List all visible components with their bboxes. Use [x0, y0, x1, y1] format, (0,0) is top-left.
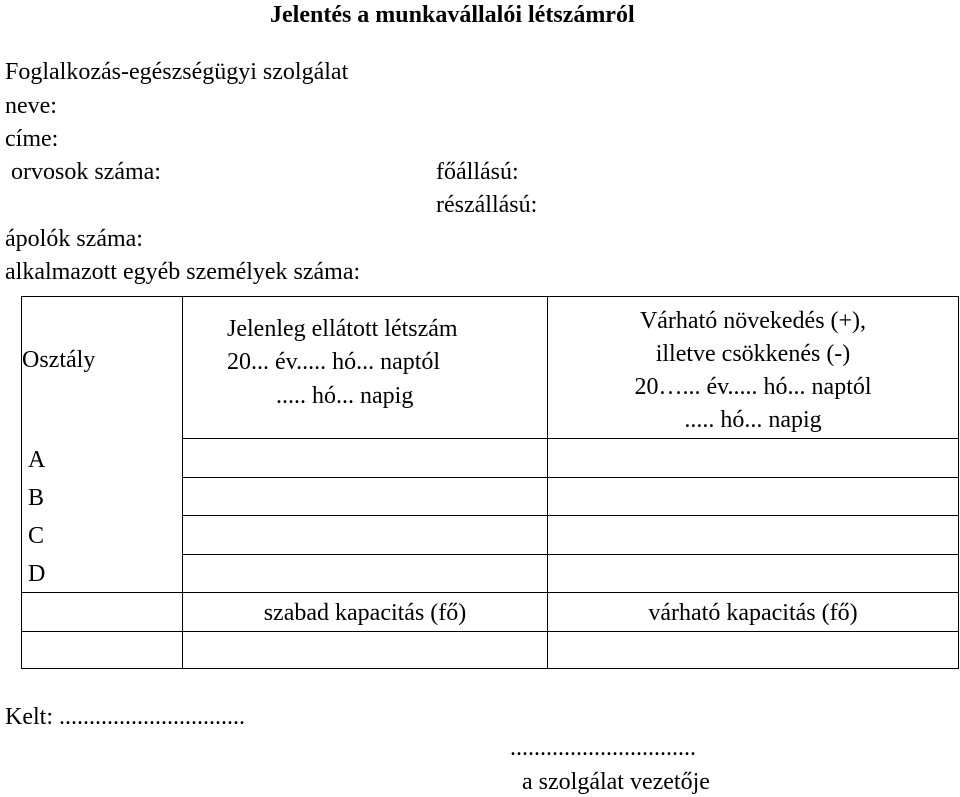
service-label: Foglalkozás-egészségügyi szolgálat	[5, 59, 349, 85]
table-row-divider	[182, 438, 959, 439]
date-field: Kelt: ...............................	[5, 704, 245, 730]
table-row-divider	[182, 477, 959, 478]
row-label-c: C	[28, 523, 45, 549]
table-row-divider	[21, 631, 959, 632]
doctors-count-label: orvosok száma:	[11, 159, 161, 185]
col-header-expected-line-1: Várható növekedés (+),	[639, 308, 867, 334]
col-header-expected-line-3: 20…... év..... hó... naptól	[634, 374, 872, 400]
table-border-bottom	[21, 668, 959, 669]
table-border-top	[21, 296, 959, 297]
page-title: Jelentés a munkavállalói létszámról	[270, 2, 635, 28]
col-header-department: Osztály	[22, 347, 96, 373]
service-name-label: neve:	[5, 93, 57, 119]
signature-label: a szolgálat vezetője	[522, 769, 710, 795]
fulltime-label: főállású:	[436, 159, 519, 185]
table-row-divider	[182, 515, 959, 516]
row-label-b: B	[28, 485, 45, 511]
parttime-label: részállású:	[436, 192, 538, 218]
table-row-divider	[182, 554, 959, 555]
col-header-current-line-1: Jelenleg ellátott létszám	[227, 316, 458, 342]
other-staff-count-label: alkalmazott egyéb személyek száma:	[5, 259, 361, 285]
free-capacity-label: szabad kapacitás (fő)	[263, 600, 467, 626]
col-header-current-line-2: 20... év..... hó... naptól	[227, 349, 441, 375]
col-header-expected-line-4: ..... hó... napig	[684, 407, 822, 433]
service-address-label: címe:	[5, 126, 59, 152]
expected-capacity-label: várható kapacitás (fő)	[648, 600, 858, 626]
nurses-count-label: ápolók száma:	[5, 226, 143, 252]
row-label-a: A	[28, 447, 46, 473]
table-border-right	[958, 296, 959, 669]
signature-line: ...............................	[510, 735, 696, 761]
col-header-expected-line-2: illetve csökkenés (-)	[655, 341, 851, 367]
table-row-divider	[21, 592, 959, 593]
row-label-d: D	[28, 561, 46, 587]
col-header-current-line-3: ..... hó... napig	[276, 383, 414, 409]
